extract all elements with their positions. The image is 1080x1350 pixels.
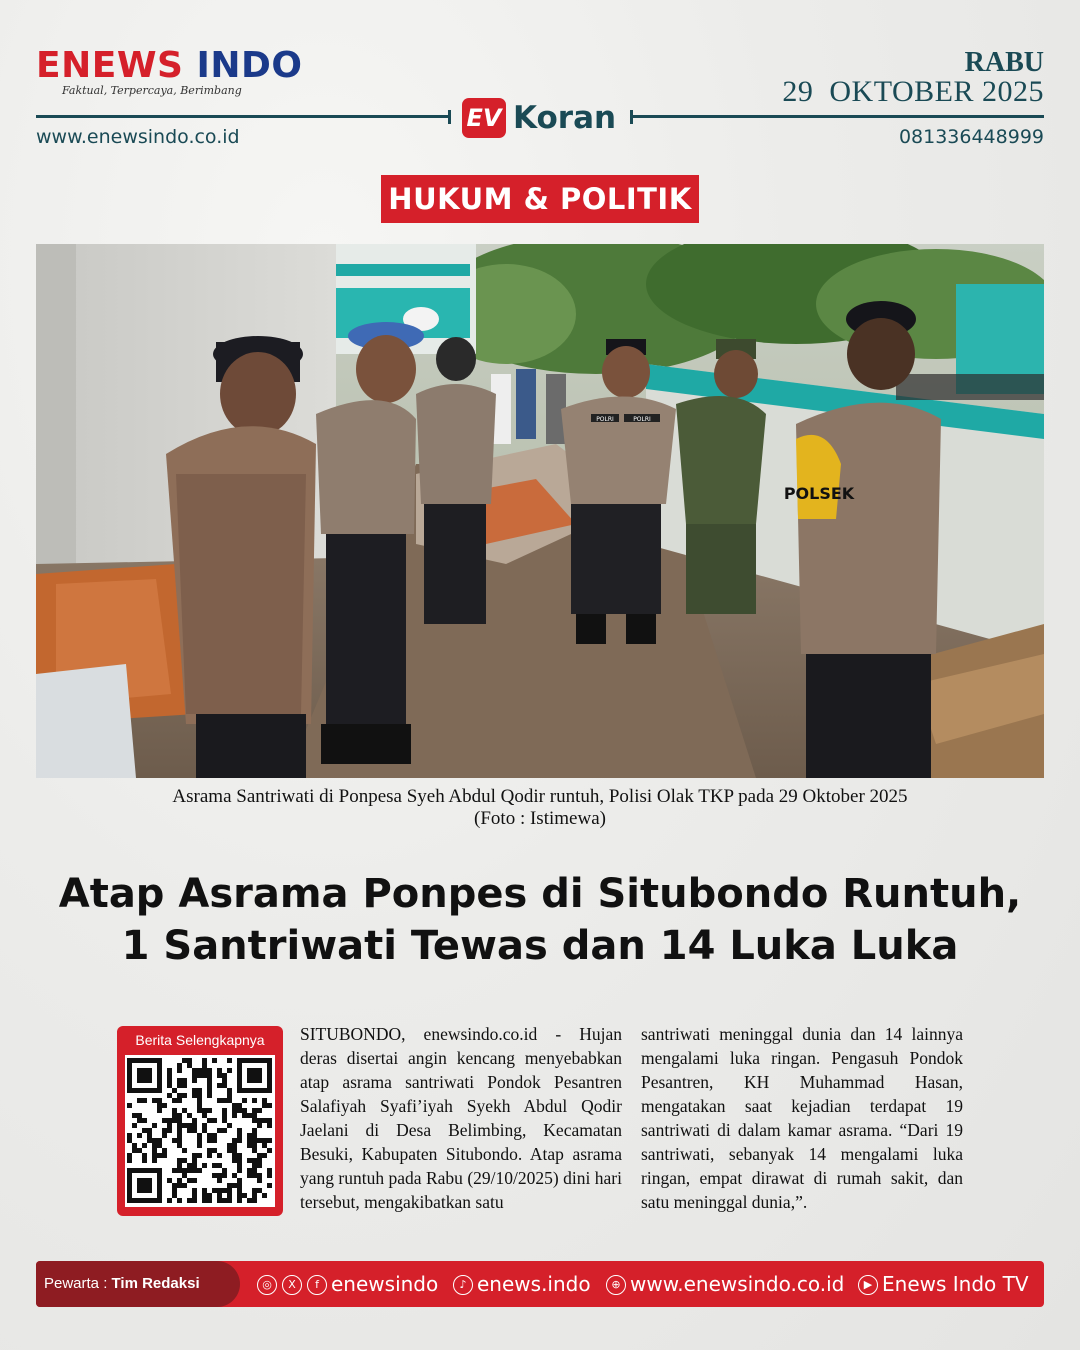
- name-tag-1: POLRI: [633, 416, 651, 423]
- header-rule-tick-right: [630, 110, 633, 124]
- caption-line-1: Asrama Santriwati di Ponpesa Syeh Abdul Qodir runtuh, Polisi Olak TKP pada 29 Oktober 2025: [172, 786, 908, 807]
- instagram-icon[interactable]: ◎: [257, 1275, 277, 1295]
- edition-label: Koran: [513, 100, 617, 136]
- photo-caption: [36, 786, 1044, 830]
- issue-day: RABU: [964, 47, 1044, 78]
- headline-line-1: Atap Asrama Ponpes di Situbondo Runtuh,: [58, 871, 1022, 917]
- x-icon[interactable]: X: [282, 1275, 302, 1295]
- youtube-icon[interactable]: ▶: [858, 1275, 878, 1295]
- logo-indo: INDO: [196, 45, 303, 86]
- polsek-badge-text: POLSEK: [783, 484, 855, 503]
- pewarta-name: Tim Redaksi: [111, 1275, 200, 1292]
- pewarta: [44, 1261, 200, 1307]
- qr-code[interactable]: [125, 1055, 275, 1207]
- header-rule-right: [632, 115, 1044, 118]
- name-tag-2: POLRI: [596, 416, 614, 423]
- tiktok-handle[interactable]: enews.indo: [477, 1272, 591, 1296]
- news-photo: [36, 244, 1044, 778]
- footer-website[interactable]: www.enewsindo.co.id: [630, 1272, 845, 1296]
- issue-date: 29 OKTOBER 2025: [782, 75, 1044, 108]
- edition-badge: EV: [462, 98, 506, 138]
- header-phone: 081336448999: [898, 126, 1044, 148]
- header-rule-left: [36, 115, 450, 118]
- category-badge: HUKUM & POLITIK: [381, 175, 699, 223]
- header-rule-tick-left: [448, 110, 451, 124]
- header-website[interactable]: www.enewsindo.co.id: [36, 126, 240, 148]
- globe-icon[interactable]: ⊕: [606, 1275, 626, 1295]
- headline: [20, 868, 1060, 972]
- tiktok-icon[interactable]: ♪: [453, 1275, 473, 1295]
- headline-line-2: 1 Santriwati Tewas dan 14 Luka Luka: [121, 923, 959, 969]
- qr-label: Berita Selengkapnya: [135, 1032, 265, 1048]
- facebook-icon[interactable]: f: [307, 1275, 327, 1295]
- article-column-1: SITUBONDO, enewsindo.co.id - Hujan deras disertai angin kencang menyebabkan atap asrama santriwati Pondok Pesantren Salafiyah Syafi’iyah Syekh Abdul Qodir Jaelani di Desa Belimbing, Kecamatan Besuki, Kabupaten Situbondo. Atap asrama yang runtuh pada Rabu (29/10/2025) dini hari tersebut, mengakibatkan satu: [300, 1024, 622, 1212]
- article-column-2: santriwati meninggal dunia dan 14 lainnya mengalami luka ringan. Pengasuh Pondok Pesantren, KH Muhammad Hasan, mengatakan saat kejadian terdapat 19 santriwati di dalam kamar asrama. “Dari 19 santriwati, sebanyak 14 mengalami luka ringan, empat dirawat di rumah sakit, dan satu meninggal dunia,”.: [641, 1024, 963, 1212]
- logo-enews: ENEWS: [36, 45, 184, 86]
- pewarta-label: Pewarta :: [44, 1275, 112, 1292]
- logo-wordmark: [36, 46, 303, 86]
- caption-credit: (Foto : Istimewa): [474, 808, 606, 829]
- social-handle[interactable]: enewsindo: [331, 1272, 439, 1296]
- youtube-channel[interactable]: Enews Indo TV: [882, 1272, 1029, 1296]
- logo-tagline: Faktual, Terpercaya, Berimbang: [62, 84, 242, 97]
